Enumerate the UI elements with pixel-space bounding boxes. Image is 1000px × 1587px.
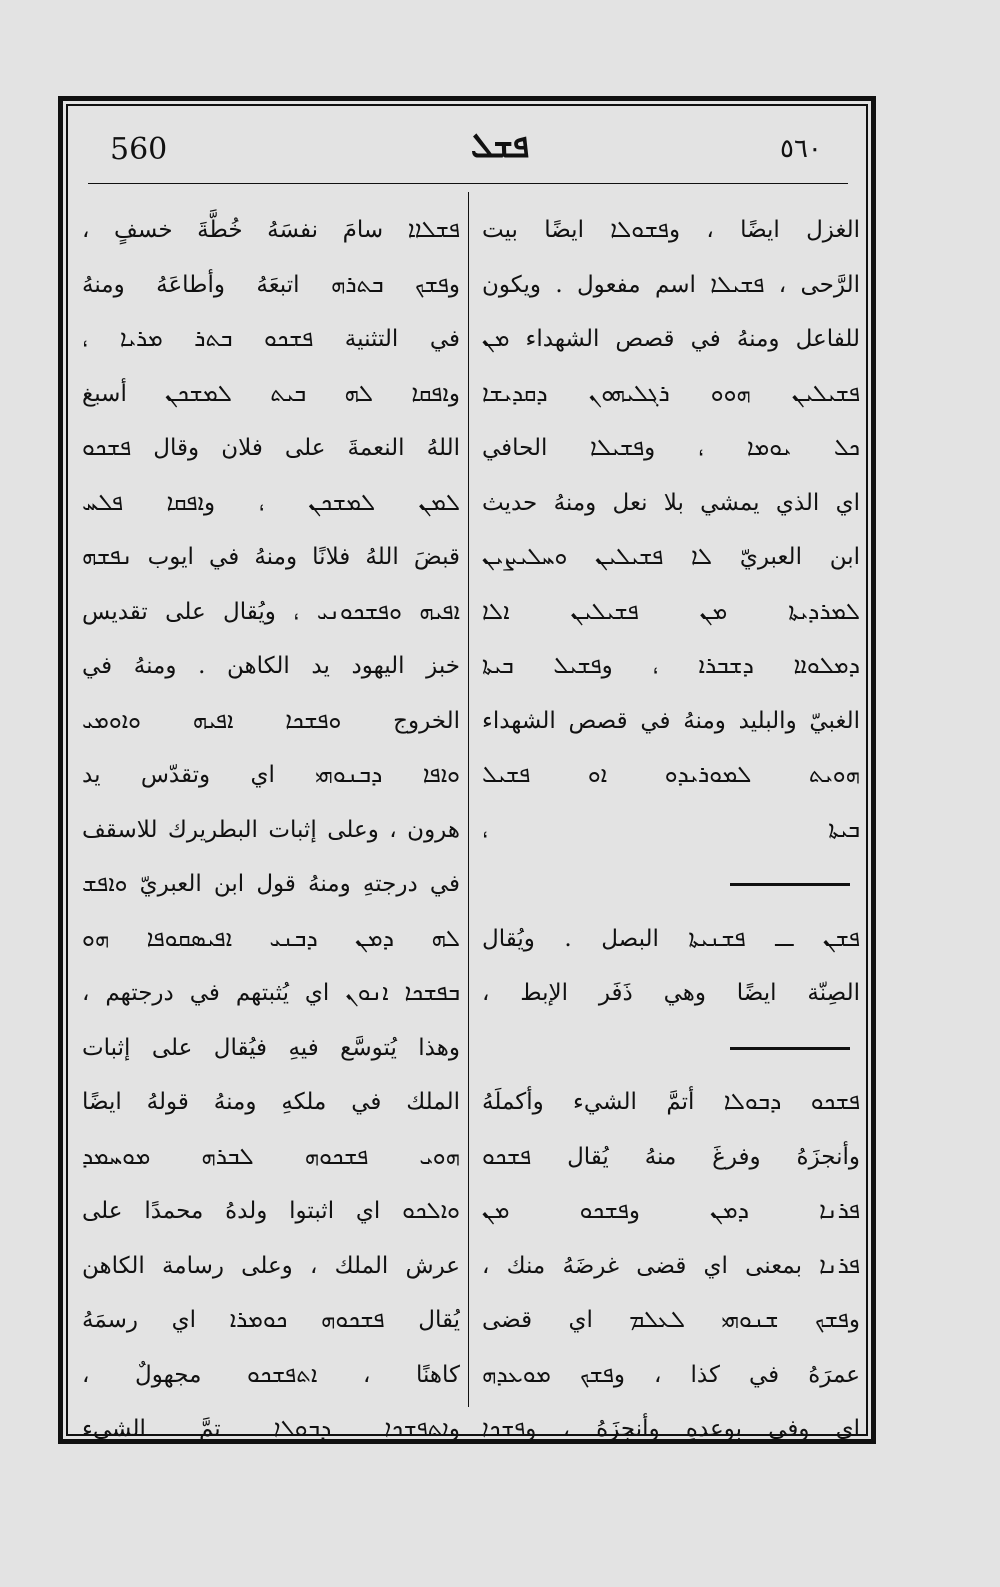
text-line: يُقال ܦܫܟܘܗ ܟܘܡܪܐ اي رسمَهُ [82,1307,460,1333]
text-line: ܗܘܝܬ ܠܡܘܪܝܕܘ ܐܘ ܦܫܝܠ [482,762,860,788]
text-line: هرون ، وعلى إثبات البطريرك للاسقف [82,816,460,843]
text-line: ܐܦܝܗ ܘܦܫܟܘܢܝ ، ويُقال على تقديس [82,598,460,625]
text-line: اي وفى بوعدهِ وأنجزَهُ ، وܦܫܟܐ [482,1416,860,1442]
text-line: ܘܐܦܐ ܕܒܢܘܗܝ اي وتقدّس يد [82,762,460,788]
page-header [80,126,860,170]
text-line: ܘܐܠܟܘ اي اثبتوا ولدهُ محمدًا على [82,1198,460,1224]
text-line: ܦܫܝܠܝܢ ܗܘܘ ܪܓܠܝܗܘܢ ܕܩܕܝܫܐ [482,380,860,407]
text-line: الخروج ܘܦܫܟܐ ܐܦܝܗ ܘܐܘܡܝ [82,707,460,734]
text-line: الرَّحى ، ܦܫܝܠܐ اسم مفعول . ويكون [482,271,860,298]
text-line: ܦܫܟܘ ܕܒܘܠܐ أتمَّ الشيء وأكملَهُ [482,1089,860,1115]
text-line: كاهنًا ، ܐܬܦܫܟܘ مجهولٌ ، [82,1361,460,1388]
text-line: الصِنّة ايضًا وهي ذَفَر الإبط ، [482,980,860,1006]
text-line: ܒܦܫܟܐ ܐܢܘܢ اي يُثبتهم في درجتهم ، [82,980,460,1006]
text-line: عمرَهُ في كذا ، وܦܫܟ ܡܘܥܕܗ [482,1361,860,1388]
left-column [82,203,460,1457]
text-line: اي الذي يمشي بلا نعل ومنهُ حديث [482,489,860,516]
text-line: ܦܪܢܐ بمعنى اي قضى غرضَهُ منك ، [482,1252,860,1279]
text-line: وأنجزَهُ وفرغَ منهُ يُقال ܦܫܟܘ [482,1143,860,1170]
text-line: ابن العبريّ ܠܐ ܦܫܝܠܝܢ ܘܚܠܝܨܝܢ [482,544,860,570]
text-line: وܦܫܟ ܒܬܪܗ اتبعَهُ وأطاعَهُ ومنهُ [82,271,460,298]
header-rule [88,183,848,184]
text-line: للفاعل ومنهُ في قصص الشهداء ܡܢ [482,326,860,352]
text-line: عرش الملك ، وعلى رسامة الكاهن [82,1252,460,1279]
text-line: في التثنية ܦܫܟܘ ܒܬܪ ܡܪܝܐ ، [82,326,460,352]
text-line: ܕܡܠܘܐܐ ܕܫܒܪܐ ، وܦܫܝܠ ܒܝܬܐ [482,653,860,679]
text-line: الملك في ملكهِ ومنهُ قولهُ ايضًا [82,1089,460,1115]
text-line: قبضَ اللهُ فلانًا ومنهُ في ايوب ܢܦܫܗ [82,544,460,570]
text-line: ܗܘܝ ܦܫܟܘܗ ܠܒܪܗ ܡܘܚܡܕ [82,1143,460,1170]
running-headword: ܦܫܠ [470,126,530,166]
text-line: ܦܪܢܐ ܕܡܢ وܦܫܟܘ ܡܢ [482,1198,860,1224]
text-line: ܠܗ ܕܡܢ ܕܒܢܝ ܐܦܝܣܩܘܦܐ ܗܘ [82,925,460,952]
page-number-arabic: ٥٦٠ [780,134,822,164]
text-line: وܐܬܦܫܟܐ ܕܒܘܠܐ تمَّ الشيء [82,1416,460,1442]
text-line: ܠܡܢ ܠܡܫܟܢ ، وܐܦܩܐ ܦܠܚ [82,489,460,516]
entry-separator [482,1021,860,1076]
text-line: ܒܝܬܐ ، [482,816,860,843]
text-line: خبز اليهود يد الكاهن . ومنهُ في [82,653,460,679]
text-line: اللهُ النعمةَ على فلان وقال ܦܫܟܘ [82,435,460,461]
text-line: ܟܠ ܝܘܡܐ ، وܦܫܝܠܐ الحافي [482,435,860,461]
text-line: ܦܫܠܐܐ سامَ نفسَهُ خُطَّةَ خسفٍ ، [82,217,460,243]
text-line: وܐܦܩܐ ܠܗ ܒܝܬ ܠܡܫܟܢ أسبغ [82,380,460,407]
text-line: الغزل ايضًا ، وܦܫܘܠܐ ايضًا بيت [482,217,860,243]
text-line: وܦܫܟ ܫܢܘܗܝ ܠܥܠܡ اي قضى [482,1307,860,1333]
text-line: وهذا يُتوسَّع فيهِ فيُقال على إثبات [82,1034,460,1061]
entry-separator [482,857,860,912]
page-number-latin: 560 [110,132,168,167]
text-line: ܦܫܢ ــ ܦܫܢܝܬܐ البصل . ويُقال [482,925,860,952]
right-column [482,203,860,1457]
text-line: في درجتهِ ومنهُ قول ابن العبريّ ܘܐܦܫ [82,871,460,897]
text-line: الغبيّ والبليد ومنهُ في قصص الشهداء [482,707,860,734]
text-line: ܠܡܪܕܝܬܐ ܡܢ ܦܫܝܠܝܢ ܐܠܐ [482,598,860,625]
column-divider [468,192,469,1407]
